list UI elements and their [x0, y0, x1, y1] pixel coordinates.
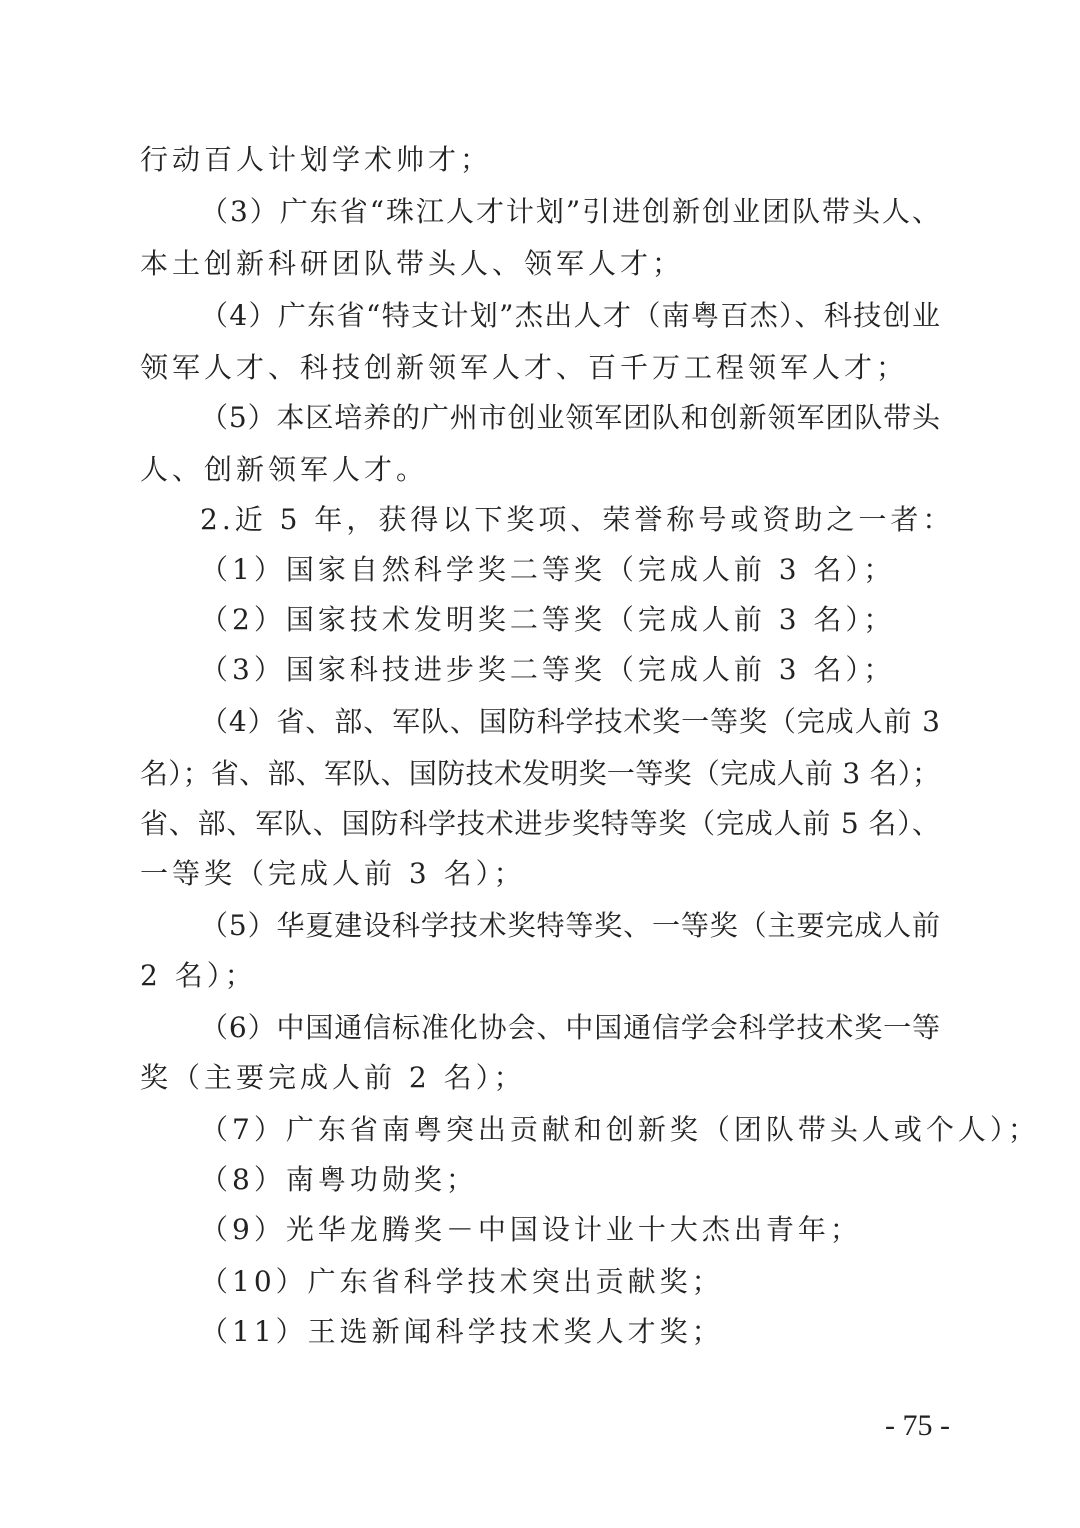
text-line: 本土创新科研团队带头人、领军人才； — [140, 247, 685, 280]
text-line: （5）本区培养的广州市创业领军团队和创新领军团队带头 — [200, 401, 940, 434]
text-line: （3）广东省“珠江人才计划”引进创新创业团队带头人、 — [200, 195, 940, 228]
page-number: - 75 - — [885, 1409, 950, 1442]
text-line: （1）国家自然科学奖二等奖（完成人前 3 名）； — [200, 553, 896, 586]
text-line: （10）广东省科学技术突出贡献奖； — [200, 1265, 724, 1298]
text-line: （4）广东省“特支计划”杰出人才（南粤百杰）、科技创业 — [200, 299, 940, 332]
text-line: 行动百人计划学术帅才； — [140, 143, 493, 176]
text-line: （11）王选新闻科学技术奖人才奖； — [200, 1315, 724, 1348]
text-line: 领军人才、科技创新领军人才、百千万工程领军人才； — [140, 351, 909, 384]
text-line: 奖（主要完成人前 2 名）； — [140, 1061, 526, 1094]
text-line: （3）国家科技进步奖二等奖（完成人前 3 名）； — [200, 653, 896, 686]
text-line: 一等奖（完成人前 3 名）； — [140, 857, 526, 890]
text-line: 2 名）； — [140, 959, 257, 992]
text-line: 名）；省、部、军队、国防技术发明奖一等奖（完成人前 3 名）； — [140, 757, 940, 790]
text-line: （4）省、部、军队、国防科学技术奖一等奖（完成人前 3 — [200, 705, 940, 738]
text-line: 省、部、军队、国防科学技术进步奖特等奖（完成人前 5 名）、 — [140, 807, 940, 840]
text-line: （8）南粤功勋奖； — [200, 1163, 478, 1196]
text-line: 人、创新领军人才。 — [140, 453, 429, 486]
text-line: （7）广东省南粤突出贡献和创新奖（团队带头人或个人）； — [200, 1113, 1040, 1146]
text-line: （2）国家技术发明奖二等奖（完成人前 3 名）； — [200, 603, 896, 636]
text-line: （6）中国通信标准化协会、中国通信学会科学技术奖一等 — [200, 1011, 940, 1044]
text-line: 2.近 5 年，获得以下奖项、荣誉称号或资助之一者： — [200, 503, 955, 536]
text-line: （5）华夏建设科学技术奖特等奖、一等奖（主要完成人前 — [200, 909, 940, 942]
text-line: （9）光华龙腾奖－中国设计业十大杰出青年； — [200, 1213, 862, 1246]
